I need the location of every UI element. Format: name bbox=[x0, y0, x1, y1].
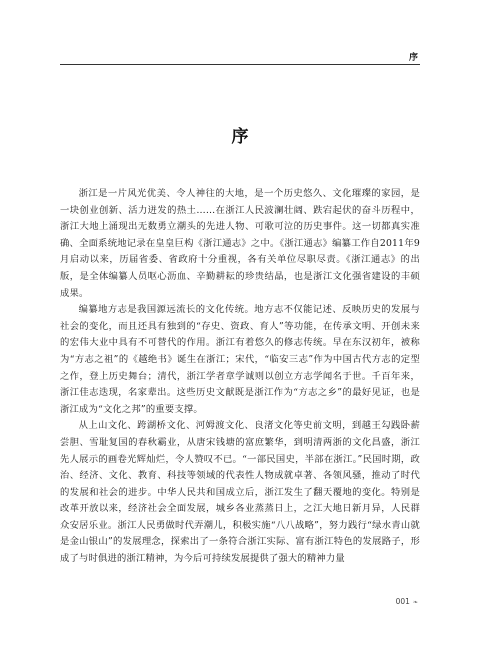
preface-body bbox=[60, 186, 420, 568]
header-rule bbox=[60, 64, 420, 65]
page-title: 序 bbox=[231, 127, 249, 147]
paragraph: 浙江是一片风光优美、令人神往的大地，是一个历史悠久、文化璀璨的家园，是一块创业创新、活力迸发的热土……在浙江人民波澜壮阔、跌宕起伏的奋斗历程中，浙江大地上涌现出无数勇立潮头的先进人物、可歌可泣的历史事件。这一切都真实准确、全面系统地记录在皇皇巨构《浙江通志》之中。《浙江通志》编纂工作自2011年9月启动以来，历届省委、省政府十分重视，各有关单位尽职尽责。《浙江通志》的出版，是全体编纂人员呕心沥血、辛勤耕耘的珍贵结晶，也是浙江文化强省建设的丰硕成果。 bbox=[60, 188, 420, 299]
folio-ornament-icon: ❧ bbox=[412, 599, 418, 606]
running-head: 序 bbox=[408, 53, 418, 63]
page-number bbox=[396, 597, 418, 606]
paragraph: 编纂地方志是我国源远流长的文化传统。地方志不仅能记述、反映历史的发展与社会的变化，而且还具有独到的“存史、资政、育人”等功能，在传承文明、开创未来的宏伟大业中具有不可替代的作用。浙江有着悠久的修志传统。早在东汉初年，被称为“方志之祖”的《越绝书》诞生在浙江；宋代，“临安三志”作为中国古代方志的定型之作，登上历史舞台；清代，浙江学者章学诚则以创立方志学闻名于世。千百年来，浙江佳志迭现，名家辈出。这些历史文献既是浙江作为“方志之乡”的最好见证，也是浙江成为“文化之邦”的重要支撑。 bbox=[60, 304, 420, 415]
paragraph: 从上山文化、跨湖桥文化、河姆渡文化、良渚文化等史前文明，到越王勾践卧薪尝胆、雪耻复国的春秋霸业，从唐宋钱塘的富庶繁华，到明清两浙的文化昌盛，浙江先人展示的画卷光辉灿烂，令人赞叹不已。“一部民国史，半部在浙江。”民国时期，政治、经济、文化、教育、科技等领域的代表性人物成就卓著、各领风骚，推动了时代的发展和社会的进步。中华人民共和国成立后，浙江发生了翻天覆地的变化。特别是改革开放以来，经济社会全面发展，城乡各业蒸蒸日上，之江大地日新月异，人民群众安居乐业。浙江人民勇做时代弄潮儿，积极实施“八八战略”，努力践行“绿水青山就是金山银山”的发展理念，探索出了一条符合浙江实际、富有浙江特色的发展路子，形成了与时俱进的浙江精神，为今后可持续发展提供了强大的精神力量 bbox=[60, 420, 420, 565]
page-number-value: 001 bbox=[395, 597, 410, 606]
